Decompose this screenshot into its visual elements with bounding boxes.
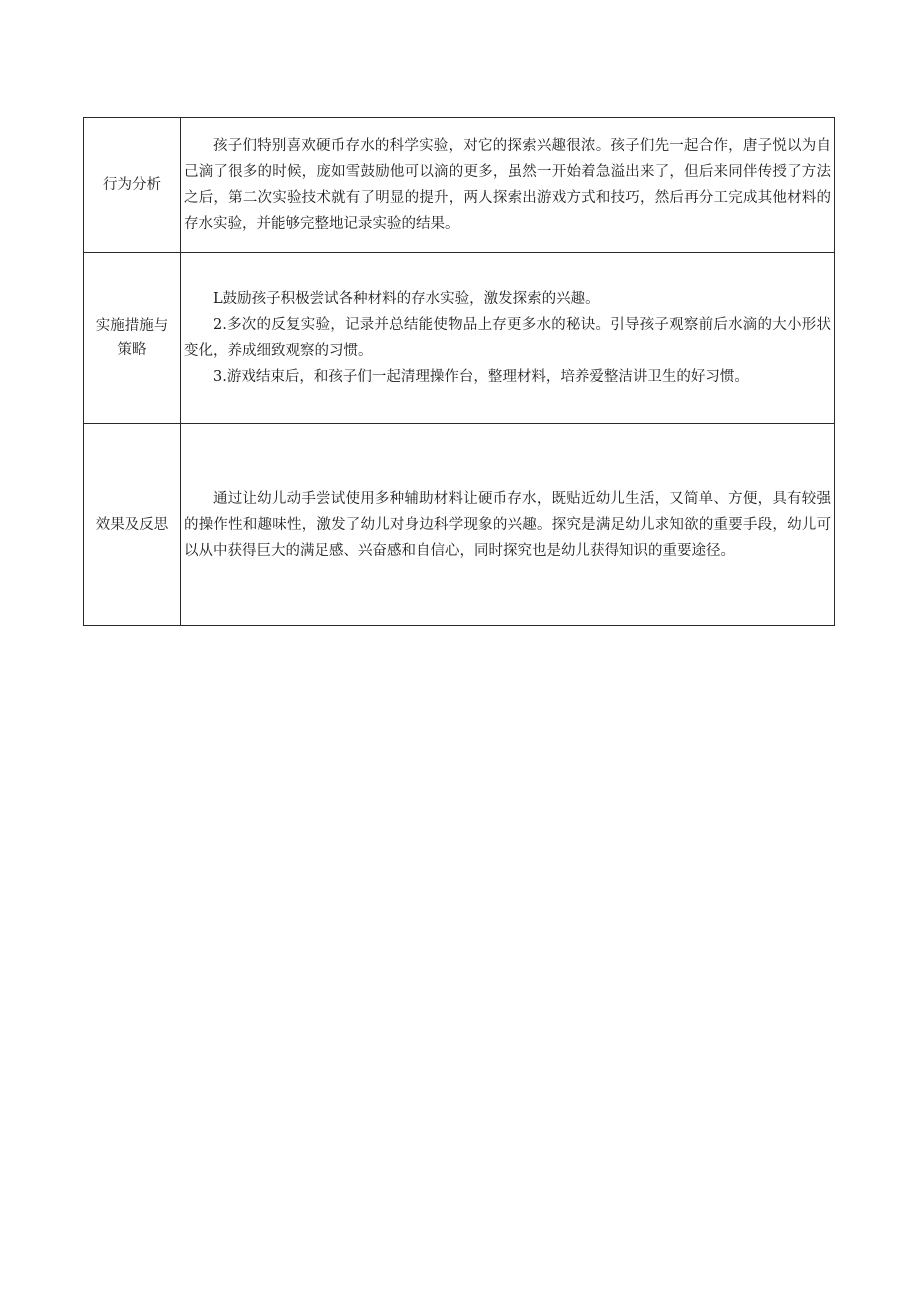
row-content-cell	[181, 253, 835, 424]
table-row-behavior-analysis	[84, 118, 835, 253]
row-content-cell	[181, 118, 835, 253]
list-item: 3.游戏结束后，和孩子们一起清理操作台，整理材料，培养爱整洁讲卫生的好习惯。	[213, 369, 749, 385]
list-item: L鼓励孩子积极尝试各种材料的存水实验，激发探索的兴趣。	[213, 291, 600, 307]
row-label-cell	[84, 118, 181, 253]
table-row-effect-reflection	[84, 424, 835, 626]
row-label: 实施措施与策略	[95, 318, 169, 358]
list-item: 2.多次的反复实验，记录并总结能使物品上存更多水的秘诀。引导孩子观察前后水滴的大小形状变化，养成细致观察的习惯。	[184, 317, 831, 359]
row-label: 行为分析	[103, 177, 161, 193]
table-row-measures-strategies	[84, 253, 835, 424]
content-paragraph: 孩子们特别喜欢硬币存水的科学实验，对它的探索兴趣很浓。孩子们先一起合作，唐子悦以为自己滴了很多的时候，庞如雪鼓励他可以滴的更多，虽然一开始着急溢出来了，但后来同伴传授了方法之后，第二次实验技术就有了明显的提升，两人探索出游戏方式和技巧，然后再分工完成其他材料的存水实验，并能够完整地记录实验的结果。	[184, 138, 831, 232]
row-content-cell	[181, 424, 835, 626]
row-label-cell	[84, 424, 181, 626]
content-paragraph: 通过让幼儿动手尝试使用多种辅助材料让硬币存水，既贴近幼儿生活，又简单、方便，具有较强的操作性和趣味性，激发了幼儿对身边科学现象的兴趣。探究是满足幼儿求知欲的重要手段，幼儿可以从中获得巨大的满足感、兴奋感和自信心，同时探究也是幼儿获得知识的重要途径。	[184, 490, 831, 559]
row-label-cell	[84, 253, 181, 424]
record-table	[83, 117, 835, 626]
row-label: 效果及反思	[95, 516, 169, 533]
